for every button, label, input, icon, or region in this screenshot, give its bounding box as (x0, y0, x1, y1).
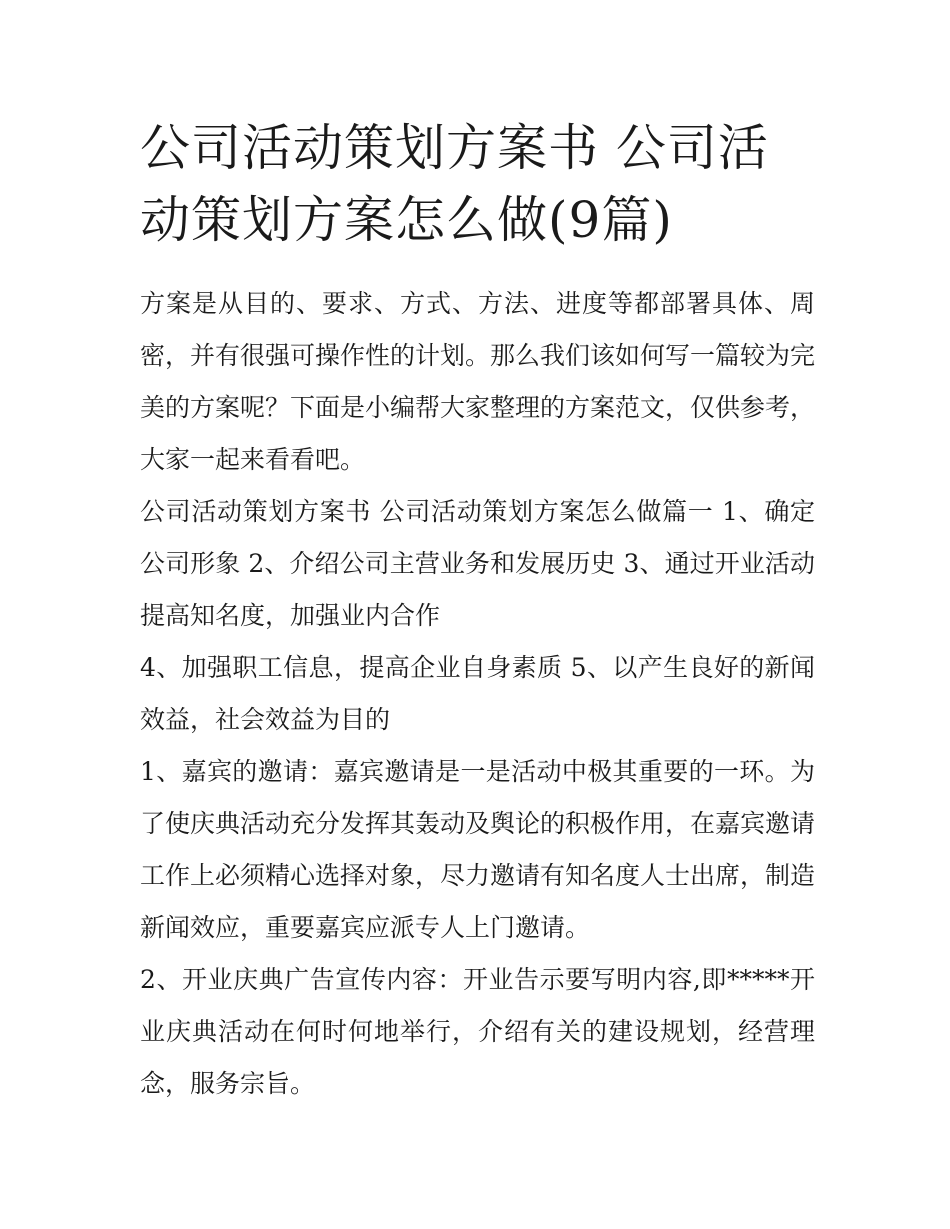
advertising-paragraph: 2、开业庆典广告宣传内容：开业告示要写明内容,即*****开业庆典活动在何时何地举行，介绍有关的建设规划，经营理念，服务宗旨。 (140, 965, 815, 1098)
section-one-paragraph: 公司活动策划方案书 公司活动策划方案怎么做篇一 1、确定公司形象 2、介绍公司主营业务和发展历史 3、通过开业活动提高知名度，加强业内合作 (140, 497, 815, 630)
intro-paragraph: 方案是从目的、要求、方式、方法、进度等都部署具体、周密，并有很强可操作性的计划。那么我们该如何写一篇较为完美的方案呢？下面是小编帮大家整理的方案范文，仅供参考，大家一起来看看吧。 (140, 289, 816, 474)
document-page (140, 112, 815, 1110)
guest-invitation-paragraph: 1、嘉宾的邀请：嘉宾邀请是一是活动中极其重要的一环。为了使庆典活动充分发挥其轰动及舆论的积极作用，在嘉宾邀请工作上必须精心选择对象，尽力邀请有知名度人士出席，制造新闻效应，重要嘉宾应派专人上门邀请。 (140, 757, 816, 942)
goals-paragraph: 4、加强职工信息，提高企业自身素质 5、以产生良好的新闻效益，社会效益为目的 (140, 653, 815, 734)
document-title: 公司活动策划方案书 公司活动策划方案怎么做(9篇) (140, 119, 769, 249)
